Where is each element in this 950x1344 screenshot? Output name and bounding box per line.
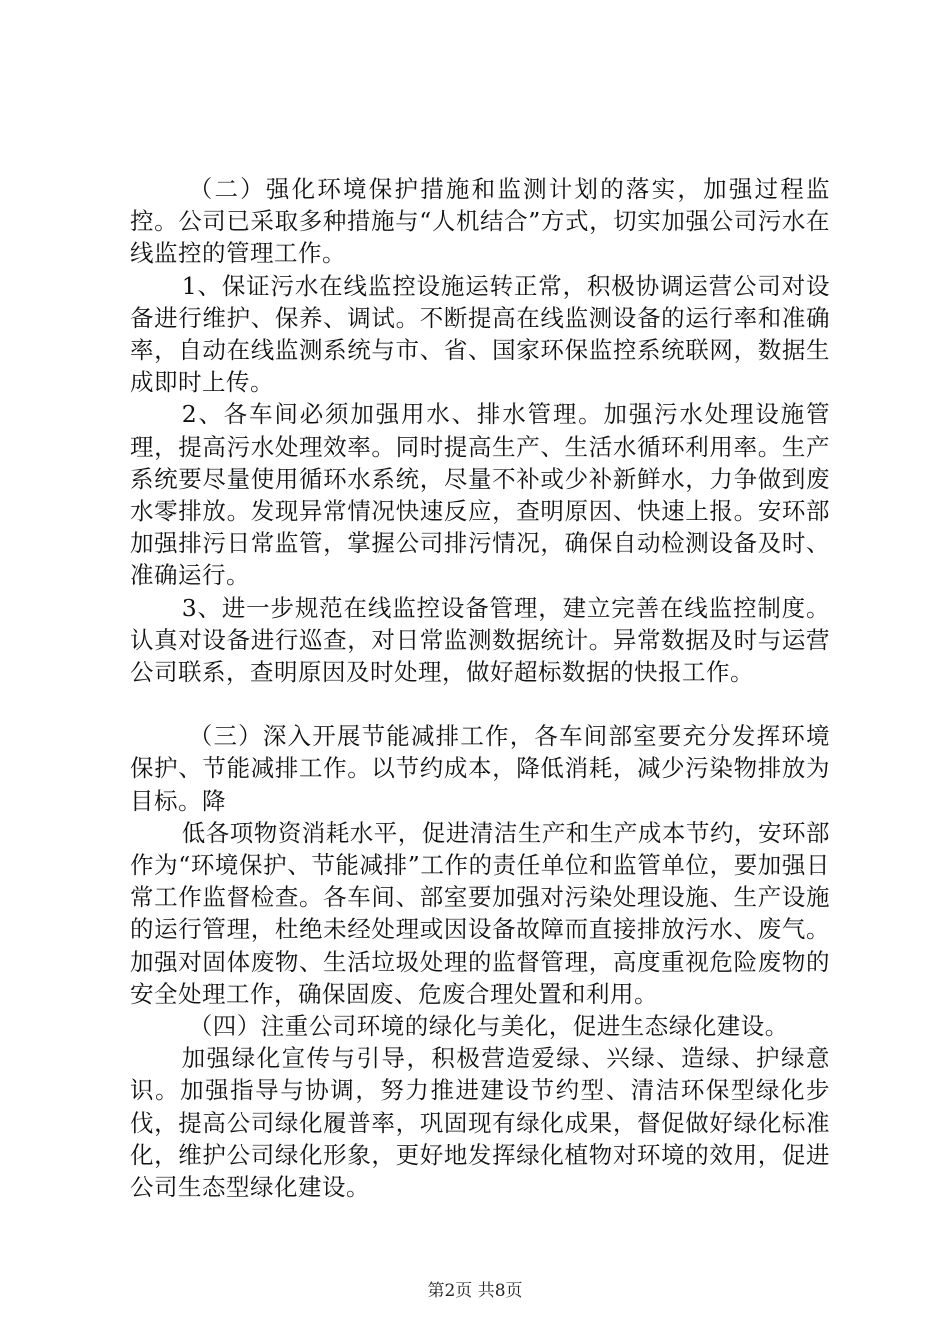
paragraph-section-4: （四）注重公司环境的绿化与美化，促进生态绿化建设。	[188, 1012, 789, 1041]
paragraph-item-3: 3、进一步规范在线监控设备管理，建立完善在线监控制度。认真对设备进行巡查，对日常监测数据统计。异常数据及时与运营公司联系，查明原因及时处理，做好超标数据的快报工作。	[130, 593, 830, 687]
document-body	[130, 173, 830, 1203]
paragraph-section-2: （二）强化环境保护措施和监测计划的落实，加强过程监控。公司已采取多种措施与“人机结合”方式，切实加强公司污水在线监控的管理工作。	[130, 175, 830, 268]
paragraph-gap	[130, 688, 830, 720]
paragraph-greening: 加强绿化宣传与引导，积极营造爱绿、兴绿、造绿、护绿意识。加强指导与协调，努力推进建设节约型、清洁环保型绿化步伐，提高公司绿化履普率，巩固现有绿化成果，督促做好绿化标准化，维护公司绿化形象，更好地发挥绿化植物对环境的效用，促进公司生态型绿化建设。	[130, 1044, 830, 1202]
paragraph-section-3: （三）深入开展节能减排工作，各车间部室要充分发挥环境保护、节能减排工作。以节约成本，降低消耗，减少污染物排放为目标。降	[130, 722, 830, 815]
paragraph-item-1: 1、保证污水在线监控设施运转正常，积极协调运营公司对设备进行维护、保养、调试。不断提高在线监测设备的运行率和准确率，自动在线监测系统与市、省、国家环保监控系统联网，数据生成即时上传。	[130, 271, 830, 397]
paragraph-item-2: 2、各车间必须加强用水、排水管理。加强污水处理设施管理，提高污水处理效率。同时提高生产、生活水循环利用率。生产系统要尽量使用循环水系统，尽量不补或少补新鲜水，力争做到废水零排放。发现异常情况快速反应，查明原因、快速上报。安环部加强排污日常监管，掌握公司排污情况，确保自动检测设备及时、准确运行。	[130, 400, 830, 590]
page-number-footer: 第2页 共8页	[427, 1281, 523, 1301]
paragraph-section-3-continued: 低各项物资消耗水平，促进清洁生产和生产成本节约，安环部作为“环境保护、节能减排”工作的责任单位和监管单位，要加强日常工作监督检查。各车间、部室要加强对污染处理设施、生产设施的运行管理，杜绝未经处理或因设备故障而直接排放污水、废气。加强对固体废物、生活垃圾处理的监督管理，高度重视危险废物的安全处理工作，确保固废、危废合理处置和利用。	[130, 818, 830, 1008]
